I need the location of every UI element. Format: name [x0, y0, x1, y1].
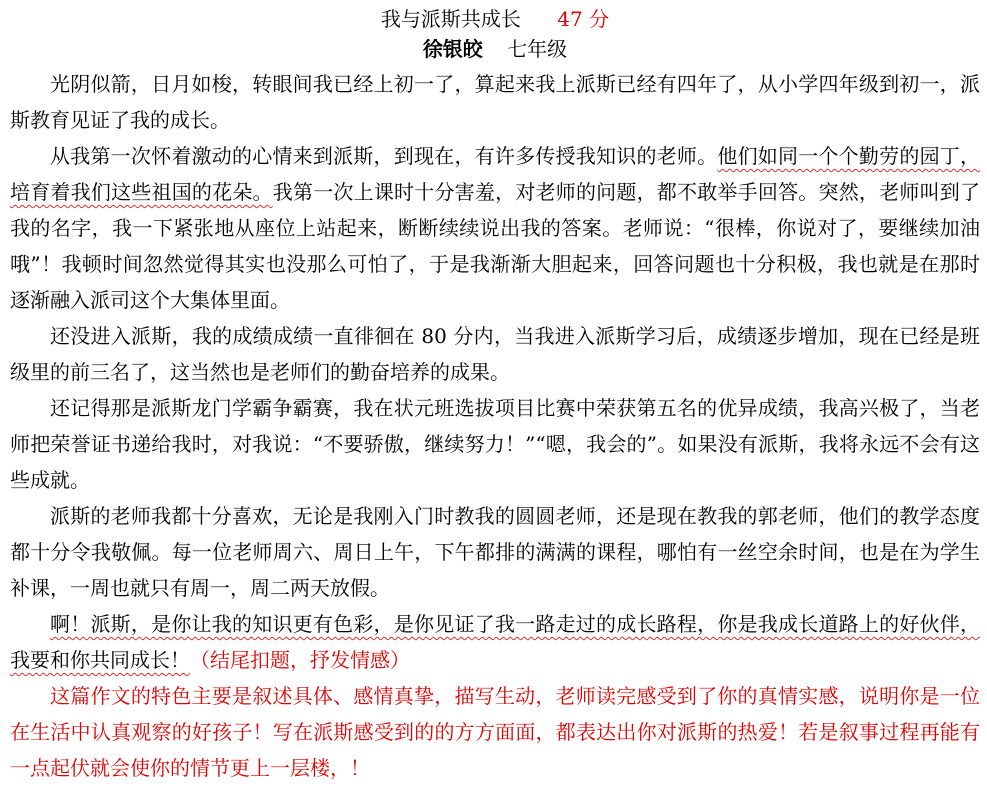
author-grade: 七年级 — [507, 37, 568, 61]
paragraph-1: 光阴似箭，日月如梭，转眼间我已经上初一了，算起来我上派斯已经有四年了，从小学四年级到初一，派斯教育见证了我的成长。 — [10, 72, 980, 132]
paragraph-2-intro: 从我第一次怀着激动的心情来到派斯，到现在，有许多传授我知识的老师。 — [50, 144, 718, 168]
paragraph-5: 派斯的老师我都十分喜欢，无论是我刚入门时教我的圆圆老师，还是现在教我的郭老师，他们的教学态度都十分令我敬佩。每一位老师周六、周日上午，下午都排的满满的课程，哪怕有一丝空余时间，也是在为学生补课，一周也就只有周一，周二两天放假。 — [10, 504, 980, 600]
author-name: 徐银皎 — [422, 37, 483, 61]
essay-title: 我与派斯共成长 — [380, 7, 521, 31]
paragraph-2-rest: 我第一次上课时十分害羞，对老师的问题，都不敢举手回答。突然，老师叫到了我的名字，我一下紧张地从座位上站起来，断断续续说出我的答案。老师说：“很棒，你说对了，要继续加油哦”！我顿时间忽然觉得其实也没那么可怕了，于是我渐渐大胆起来，回答问题也十分积极，我也就是在那时逐渐融入派司这个大集体里面。 — [10, 180, 980, 312]
paragraph-2 — [10, 138, 980, 318]
paragraph-6-ending: 啊！派斯，是你让我的知识更有色彩，是你见证了我一路走过的成长路程，你是我成长道路上的好伙伴，我要和你共同成长！ — [10, 612, 980, 672]
ending-annotation: （结尾扣题，抒发情感） — [190, 648, 410, 672]
teacher-comment: 这篇作文的特色主要是叙述具体、感情真挚，描写生动，老师读完感受到了你的真情实感，说明你是一位在生活中认真观察的好孩子！写在派斯感受到的的方方面面，都表达出你对派斯的热爱！若是叙事过程再能有一点起伏就会使你的情节更上一层楼，！ — [10, 684, 980, 780]
paragraph-3: 还没进入派斯，我的成绩成绩一直徘徊在 80 分内，当我进入派斯学习后，成绩逐步增加，现在已经是班级里的前三名了，这当然也是老师们的勤奋培养的成果。 — [10, 324, 980, 384]
essay-page — [10, 4, 980, 786]
author-line — [10, 34, 980, 66]
essay-title-line — [10, 4, 980, 34]
paragraph-4: 还记得那是派斯龙门学霸争霸赛，我在状元班选拔项目比赛中荣获第五名的优异成绩，我高兴极了，当老师把荣誉证书递给我时，对我说：“不要骄傲，继续努力！”“嗯，我会的”。如果没有派斯，我将永远不会有这些成就。 — [10, 396, 980, 492]
essay-score: 47 分 — [557, 7, 610, 31]
paragraph-6 — [10, 606, 980, 678]
paragraph-2-highlight: 他们如同一个个勤劳的园丁，培育着我们这些祖国的花朵。 — [10, 144, 981, 204]
